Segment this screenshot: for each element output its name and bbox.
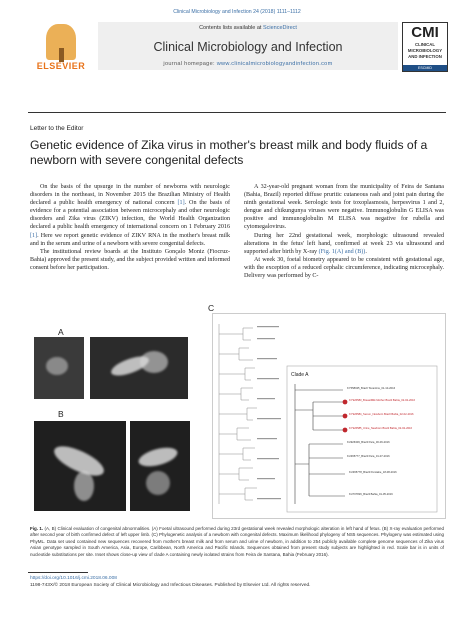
tree-leaf-label: KY926585_Urine_Newborn Brazil Bahia_02-02-2016: [349, 427, 413, 430]
highlight-marker-breast-milk: [343, 400, 348, 405]
figure-1: [30, 297, 446, 519]
tree-leaf-label: KY926583_BreastMilk Mother Brazil Bahia_02-02-2016: [349, 399, 416, 402]
clade-a-label: Clade A: [291, 372, 309, 378]
tree-leaf-label: KY926584_Serum_Newborn Brazil Bahia_02-02-2016: [349, 413, 414, 416]
left-paragraph-2: The institutional review boards at the Instituto Gonçalo Moniz (Fiocruz-Bahia) approved the present study, and the subject provided written and informed consent before her participation.: [30, 248, 230, 271]
cmi-journal-badge: [402, 22, 448, 72]
tree-leaf-label: KU365778_Brazil Pemtabe_18-08-2016: [349, 471, 397, 474]
phylogeny-svg: [213, 314, 445, 518]
homepage-link[interactable]: www.clinicalmicrobiologyandinfection.com: [216, 61, 333, 67]
cmi-badge-title: CMI: [411, 24, 439, 41]
publisher-name: ELSEVIER: [36, 61, 86, 71]
panel-label-a: A: [58, 327, 64, 337]
reference-link[interactable]: [1]: [177, 200, 185, 207]
running-head: Clinical Microbiology and Infection 24 (2018) 1111–1112: [173, 9, 301, 15]
right-paragraph-1: A 32-year-old pregnant woman from the municipality of Feira de Santana (Bahia, Brazil) reported diffuse pruritic cutaneous rash and joint pain during the ninth gestational week. Serologic tests for toxoplasmosis, herpesvirus 1 and 2, dengue and chikungunya viruses were negative. Immunoglobulin G ELISA was positive and immunoglobulin M ELISA was negative for rubella and cytomegalovirus.: [244, 184, 444, 231]
homepage-prefix: journal homepage:: [163, 61, 217, 67]
article-title: Genetic evidence of Zika virus in mother's breast milk and body fluids of a newborn with severe congenital defects: [30, 138, 428, 167]
tree-leaf-label: KY558025_Brazil Tocantins_01-10-2016: [347, 387, 396, 390]
cmi-badge-line-3: AND INFECTION: [408, 54, 442, 59]
cmi-badge-line-1: CLINICAL: [414, 42, 436, 47]
journal-title: Clinical Microbiology and Infection: [153, 40, 343, 54]
copyright-line: 1198-743X/© 2018 European Society of Clinical Microbiology and Infectious Diseases. Published by Elsevier Ltd. All rights reserved.: [30, 583, 311, 588]
tree-leaf-label: KU707826_Brazil Bahia_01-05-2016: [349, 493, 393, 496]
elsevier-logo: [28, 22, 94, 70]
right-paragraph-3: At week 30, foetal biometry appeared to be consistent with gestational age, with the exception of a reduced cephalic circumference, indicating microcephaly. Delivery was performed by C-: [244, 256, 444, 280]
cmi-badge-line-2: MICROBIOLOGY: [407, 48, 443, 53]
panel-label-b: B: [58, 409, 64, 419]
footnote-rule: [28, 572, 88, 573]
journal-homepage: [98, 61, 398, 67]
left-column: [30, 183, 230, 272]
right-paragraph-2: During her 22nd gestational week, morphologic ultrasound revealed alterations in the fetus' left hand, confirmed at week 23 via ultrasound and supported after birth by X-ray (Fig. 1(A) and (B)).: [244, 232, 444, 255]
phylogenetic-tree: [212, 313, 446, 519]
tree-leaf-label: KU926309_Brazil Para_30-06-2016: [347, 441, 390, 444]
highlight-marker-serum: [343, 414, 348, 419]
elsevier-tree-trunk: [59, 48, 64, 62]
ultrasound-image-inset: [34, 337, 84, 399]
journal-info-box: [98, 22, 398, 70]
escmid-bar: ESCMID: [403, 65, 447, 71]
doi-link[interactable]: https://doi.org/10.1016/j.cmi.2018.06.008: [30, 576, 117, 581]
highlight-marker-urine: [343, 428, 348, 433]
xray-image-left: [34, 421, 126, 511]
section-label: Letter to the Editor: [30, 125, 84, 132]
contents-line: [98, 25, 398, 31]
caption-text: (A, B) Clinical evaluation of congenital abnormalities. (A) Foetal ultrasound performed during 23rd gestational week revealed morphologic alteration in left hand of fetus. (B) X-ray evaluation performed after second year of birth confirmed defect of left upper limb. (C) Phylogenetic analysis of a newborn with congenital defects. Maximum likelihood phylogeny of NS5 sequences. Phylogeny was estimated using PhyML. Data set used contained new sequences recovered from mother's breast milk and from serum and urine of newborn, in addition to 254 publicly available complete genome sequences of Zika virus Asian genotype sampled in South America, Asia, Europe, Caribbean, North America and Pacific Islands. Sequences obtained from present study subjects are highlighted in red. Scale bar is in units of nucleotide substitutions per site. Inset shows close-up view of clade A containing newly isolated strains from Feira de Santana, Bahia (February 2016).: [30, 526, 444, 557]
tree-leaf-label: KU365777_Brazil Para_01-07-2016: [347, 455, 390, 458]
right-column: [244, 183, 444, 280]
xray-image-right: [130, 421, 190, 511]
masthead-rule: [28, 112, 446, 113]
reference-link[interactable]: [1]: [30, 232, 38, 239]
sciencedirect-link[interactable]: ScienceDirect: [262, 25, 297, 31]
ultrasound-image: [90, 337, 188, 399]
left-paragraph-1: On the basis of the upsurge in the number of newborns with neurologic disorders in the northeast, in November 2015 the Brazilian Ministry of Health declared a public health emergency of national concern [1]. On the basis of evidence for a potential association between microcephaly and other neurologic disorders and Zika virus (ZIKV) infection, the World Health Organization declared a public health emergency of international concern on 1 February 2016 [1]. Here we report genetic evidence of ZIKV RNA in the mother's breast milk and in the serum and urine of a newborn with severe congenital defects.: [30, 184, 230, 247]
figure-reference-link[interactable]: (Fig. 1(A) and (B)): [318, 248, 366, 255]
contents-prefix: Contents lists available at: [199, 25, 263, 31]
caption-label: Fig. 1.: [30, 526, 44, 531]
journal-masthead: [28, 22, 446, 72]
figure-caption: [30, 526, 444, 558]
panel-label-c: C: [208, 303, 215, 313]
